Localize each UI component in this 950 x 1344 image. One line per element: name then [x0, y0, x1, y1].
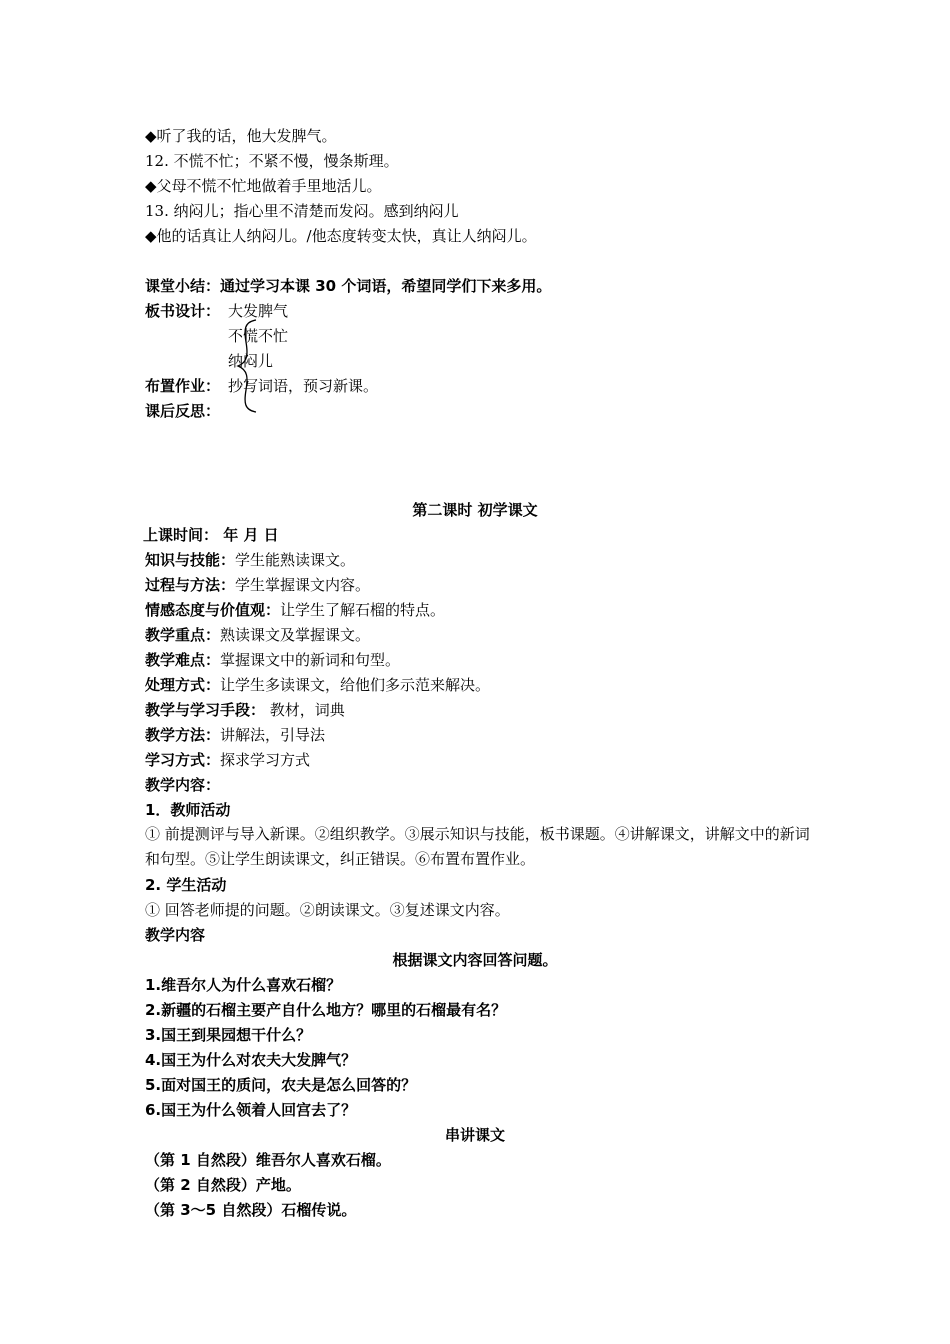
- paragraph-item: （第 3～5 自然段）石榴传说。: [145, 1201, 357, 1219]
- field-text: 掌握课文中的新词和句型。: [220, 651, 401, 669]
- homework-text: 抄写词语，预习新课。: [228, 377, 379, 395]
- brace-icon: [234, 318, 264, 414]
- student-activity-text: ① 回答老师提的问题。②朗读课文。③复述课文内容。: [145, 901, 510, 919]
- field-handling: [145, 675, 490, 695]
- lesson-title: 第二课时 初学课文: [412, 501, 538, 519]
- field-label: 过程与方法：: [145, 576, 236, 594]
- field-label: 知识与技能：: [145, 551, 236, 569]
- field-process: [145, 575, 370, 595]
- reflection-label: 课后反思：: [145, 402, 221, 420]
- vocab-item-13: 13. 纳闷儿；指心里不清楚而发闷。感到纳闷儿: [145, 202, 459, 220]
- field-text: 教材，词典: [265, 701, 345, 719]
- field-text: 学生掌握课文内容。: [235, 576, 371, 594]
- vocab-item-12: 12. 不慌不忙；不紧不慢，慢条斯理。: [145, 152, 399, 170]
- field-text: 让学生多读课文，给他们多示范来解决。: [220, 676, 491, 694]
- example-sentence: ◆听了我的话，他大发脾气。: [145, 127, 337, 145]
- board-label: 板书设计：: [145, 302, 221, 320]
- content-label: 教学内容：: [145, 776, 221, 794]
- example-sentence: ◆他的话真让人纳闷儿。/他态度转变太快，真让人纳闷儿。: [145, 227, 537, 245]
- field-text: 讲解法，引导法: [220, 726, 326, 744]
- field-text: 探求学习方式: [220, 751, 311, 769]
- class-summary: 课堂小结：通过学习本课 30 个词语，希望同学们下来多用。: [145, 277, 552, 295]
- board-word: 不慌不忙: [228, 327, 289, 345]
- field-label: 教学重点：: [145, 626, 221, 644]
- field-label: 教学难点：: [145, 651, 221, 669]
- field-key-point: [145, 625, 370, 645]
- question-item: 6.国王为什么领着人回宫去了？: [145, 1101, 357, 1119]
- field-label: 处理方式：: [145, 676, 221, 694]
- question-item: 4.国王为什么对农夫大发脾气？: [145, 1051, 357, 1069]
- field-label: 情感态度与价值观：: [145, 601, 281, 619]
- student-activity-heading: 2. 学生活动: [145, 876, 227, 894]
- field-text: 熟读课文及掌握课文。: [220, 626, 371, 644]
- content-label: 教学内容: [145, 926, 206, 944]
- field-text: 让学生了解石榴的特点。: [280, 601, 446, 619]
- question-item: 2.新疆的石榴主要产自什么地方？哪里的石榴最有名？: [145, 1001, 507, 1019]
- questions-title: 根据课文内容回答问题。: [392, 951, 558, 969]
- field-learning: [145, 750, 310, 770]
- teacher-activity-text: ① 前提测评与导入新课。②组织教学。③展示知识与技能，板书课题。④讲解课文，讲解文中的新词和句型。⑤让学生朗读课文，纠正错误。⑥布置布置作业。: [145, 825, 810, 868]
- paragraph-item: （第 2 自然段）产地。: [145, 1176, 301, 1194]
- field-attitude: [145, 600, 445, 620]
- example-sentence: ◆父母不慌不忙地做着手里地活儿。: [145, 177, 382, 195]
- question-item: 3.国王到果园想干什么？: [145, 1026, 312, 1044]
- question-item: 5.面对国王的质问，农夫是怎么回答的？: [145, 1076, 417, 1094]
- field-label: 教学与学习手段：: [145, 701, 266, 719]
- teacher-activity-heading: 1．教师活动: [145, 801, 231, 819]
- field-difficulty: [145, 650, 400, 670]
- class-time: 上课时间： 年 月 日: [143, 526, 279, 544]
- field-means: [145, 700, 345, 720]
- board-word: 纳闷儿: [228, 352, 274, 370]
- board-word: 大发脾气: [228, 302, 289, 320]
- explain-title: 串讲课文: [444, 1126, 505, 1144]
- question-item: 1.维吾尔人为什么喜欢石榴？: [145, 976, 342, 994]
- field-label: 学习方式：: [145, 751, 221, 769]
- field-label: 教学方法：: [145, 726, 221, 744]
- field-knowledge: [145, 550, 355, 570]
- paragraph-item: （第 1 自然段）维吾尔人喜欢石榴。: [145, 1151, 391, 1169]
- field-method: [145, 725, 325, 745]
- homework-label: 布置作业：: [145, 377, 221, 395]
- field-text: 学生能熟读课文。: [235, 551, 356, 569]
